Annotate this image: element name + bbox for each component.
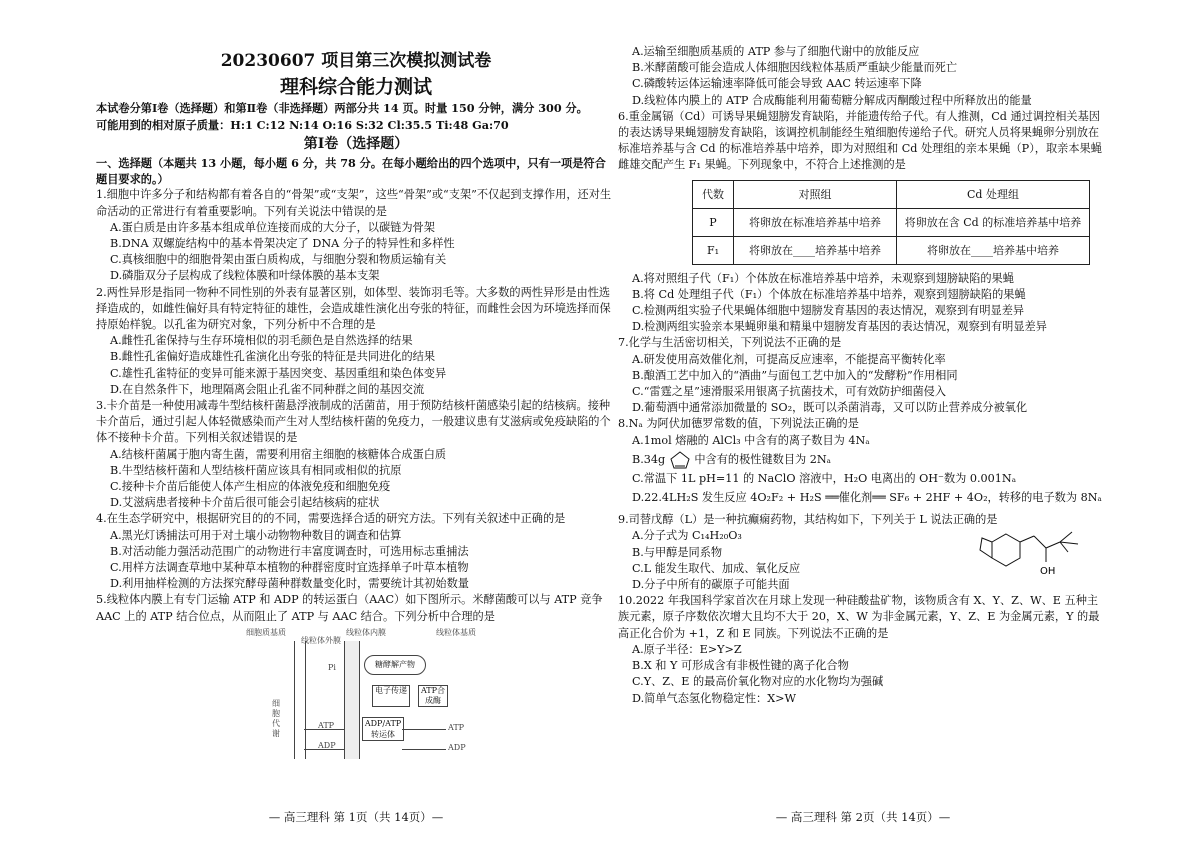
adp-arrow	[402, 749, 446, 750]
atp-arrow	[304, 729, 344, 730]
diagram-label: ATP	[318, 720, 335, 730]
option-b-suffix: 中含有的极性键数目为 2Nₐ	[694, 452, 831, 466]
diagram-label: 线粒体外膜	[301, 635, 341, 645]
table-cell: 将卵放在____培养基中培养	[734, 236, 897, 264]
question-stem: 2.两性异形是指同一物种不同性别的外表有显著区别，如体型、装饰羽毛等。大多数的两性异形是由性选择造成的，如雌性偏好具有特定特征的雄性，会造成雄性演化出夸张的特征，而雌性会因为环境选择而保持原始样貌。以孔雀为研究对象，下列分析中不合理的是	[96, 285, 611, 332]
option-a: A.分子式为 C₁₄H₂₀O₃	[632, 529, 742, 543]
table-row	[693, 236, 1090, 264]
diagram-label: ADP	[318, 740, 336, 750]
atomic-masses: 可能用到的相对原子质量：H:1 C:12 N:14 O:16 S:32 Cl:35.5 Ti:48 Ga:70	[96, 118, 509, 132]
option-b: B.DNA 双螺旋结构中的基本骨架决定了 DNA 分子的特异性和多样性	[110, 237, 455, 251]
option-d: D.利用抽样检测的方法探究酵母菌种群数量变化时，需要统计其初始数量	[110, 577, 469, 591]
aac-diagram	[96, 627, 616, 763]
option-a: A.运输至细胞质基质的 ATP 参与了细胞代谢中的放能反应	[632, 45, 920, 58]
option-c: C.检测两组实验子代果蝇体细胞中翅膀发育基因的表达情况，观察到有明显差异	[632, 304, 1025, 318]
table-cell: 将卵放在标准培养基中培养	[734, 208, 897, 236]
question-8	[618, 416, 1108, 506]
option-b	[618, 449, 1108, 471]
option-c: C.L 能发生取代、加成、氧化反应	[632, 561, 801, 575]
exam-info: 本试卷分第Ⅰ卷（选择题）和第Ⅱ卷（非选择题）两部分共 14 页。时量 150 分钟，满分 300 分。	[96, 101, 588, 115]
option-d: D.艾滋病患者接种卡介苗后很可能会引起结核病的症状	[110, 496, 380, 510]
question-stem: 8.Nₐ 为阿伏加德罗常数的值，下列说法正确的是	[618, 417, 859, 431]
diagram-label: ATP	[448, 722, 465, 732]
diagram-label: 细胞质基质	[246, 627, 286, 637]
option-a: A.原子半径：E>Y>Z	[632, 642, 742, 656]
question-stem: 7.化学与生活密切相关，下列说法不正确的是	[618, 336, 842, 350]
question-stem: 1.细胞中许多分子和结构都有着各自的“骨架”或“支架”，这些“骨架”或“支架”不仅起到支撑作用，还对生命活动的正常进行有着重要影响。下列有关说法中错误的是	[96, 188, 612, 218]
hydroxyl-label: OH	[1040, 566, 1056, 578]
option-a: A.1mol 熔融的 AlCl₃ 中含有的离子数目为 4Nₐ	[632, 433, 870, 447]
option-d: D.分子中所有的碳原子可能共面	[632, 578, 790, 592]
option-d: D.葡萄酒中通常添加微量的 SO₂，既可以杀菌消毒，又可以防止营养成分被氧化	[632, 401, 1028, 415]
outer-membrane	[294, 641, 306, 759]
option-a: A.将对照组子代（F₁）个体放在标准培养基中培养，未观察到翅膀缺陷的果蝇	[632, 271, 1014, 285]
option-c: C.真核细胞中的细胞骨架由蛋白质构成，与细胞分裂和物质运输有关	[110, 253, 447, 267]
right-page	[618, 0, 1108, 849]
option-b: B.雌性孔雀偏好造成雄性孔雀演化出夸张的特征是共同进化的结果	[110, 350, 436, 364]
option-c: C.磷酸转运体运输速率降低可能会导致 AAC 转运速率下降	[632, 77, 922, 91]
question-stem: 5.线粒体内膜上有专门运输 ATP 和 ADP 的转运蛋白（AAC）如下图所示。米酵菌酸可以与 ATP 竞争 AAC 上的 ATP 结合位点，从而阻止了 ATP 与 AAC 结合。下列分析中合理的是	[96, 593, 603, 623]
exam-title: 20230607 项目第三次模拟测试卷	[220, 51, 492, 71]
stiripentol-structure-icon	[978, 528, 1094, 580]
option-c: C.“雷霆之星”速滑服采用银离子抗菌技术，可有效防护细菌侵入	[632, 385, 947, 399]
question-7	[618, 335, 1108, 416]
page-footer: — 高三理科 第 2页（共 14页）—	[775, 810, 951, 824]
question-4	[96, 511, 616, 592]
question-5-options	[618, 44, 1108, 109]
diagram-label: 线粒体内膜	[346, 627, 386, 637]
diagram-label: ADP	[448, 742, 466, 752]
option-b: B.酿酒工艺中加入的“酒曲”与面包工艺中加入的“发酵粉”作用相同	[632, 368, 958, 382]
table-cell: P	[693, 208, 734, 236]
option-b: B.牛型结核杆菌和人型结核杆菌应该具有相同或相似的抗原	[110, 463, 402, 477]
question-1	[96, 187, 616, 284]
question-stem: 9.司替戊醇（L）是一种抗癫痫药物，其结构如下，下列关于 L 说法正确的是	[618, 513, 998, 527]
section-title: 第Ⅰ卷（选择题）	[303, 136, 409, 152]
inner-membrane	[344, 641, 360, 759]
option-a: A.蛋白质是由许多基本组成单位连接而成的大分子，以碳链为骨架	[110, 220, 435, 234]
question-3	[96, 398, 616, 511]
table-row	[693, 208, 1090, 236]
table-header: 代数	[693, 180, 734, 208]
option-b: B.与甲醇是同系物	[632, 545, 723, 559]
diagram-label: 线粒体基质	[436, 627, 476, 637]
option-d: D.检测两组实验亲本果蝇卵巢和精巢中翅膀发育基因的表达情况，观察到有明显差异	[632, 320, 1047, 334]
table-cell: 将卵放在含 Cd 的标准培养基中培养	[897, 208, 1090, 236]
page-footer: — 高三理科 第 1页（共 14页）—	[268, 810, 444, 824]
diagram-box: 糖酵解产物	[364, 655, 426, 675]
question-10	[618, 593, 1108, 706]
option-b: B.对活动能力强活动范围广的动物进行丰富度调查时，可选用标志重捕法	[110, 544, 469, 558]
table-header-row	[693, 180, 1090, 208]
question-stem: 6.重金属镉（Cd）可诱导果蝇翅膀发育缺陷，并能遗传给子代。有人推测，Cd 通过调控相关基因的表达诱导果蝇翅膀发育缺陷，该调控机制能经生殖细胞传递给子代。研究人员将果蝇卵分别放在标准培养基与含 Cd 的标准培养基中培养，即为对照组和 Cd 处理组的亲本果蝇（P），取亲本果蝇雌雄交配产生 F₁ 果蝇。下列现象中，不符合上述推测的是	[618, 109, 1102, 172]
option-c: C.接种卡介苗后能使人体产生相应的体液免疫和细胞免疫	[110, 480, 391, 494]
diagram-box: 电子传递	[372, 685, 410, 707]
option-d: D.简单气态氢化物稳定性：X>W	[632, 691, 797, 705]
question-stem: 4.在生态学研究中，根据研究目的的不同，需要选择合适的研究方法。下列有关叙述中正确的是	[96, 512, 566, 526]
left-page	[96, 0, 616, 849]
option-b: B.米酵菌酸可能会造成人体细胞因线粒体基质严重缺少能量而死亡	[632, 61, 958, 75]
experiment-table	[692, 180, 1090, 265]
question-2	[96, 285, 616, 398]
adp-arrow	[304, 749, 344, 750]
diagram-box: ATP合成酶	[418, 685, 448, 707]
table-header: Cd 处理组	[897, 180, 1090, 208]
question-stem: 10.2022 年我国科学家首次在月球上发现一种硅酸盐矿物，该物质含有 X、Y、Z、W、E 五种主族元素，原子序数依次增大且均不大于 20，X、W 为非金属元素，Y、Z、E 为金属元素，Y 的最高正化合价为 +1，Z 和 E 同族。下列说法不正确的是	[618, 594, 1100, 640]
option-c: C.Y、Z、E 的最高价氧化物对应的水化物均为强碱	[632, 675, 884, 689]
option-c: C.雄性孔雀特征的变异可能来源于基因突变、基因重组和染色体变异	[110, 366, 447, 380]
exam-subtitle: 理科综合能力测试	[279, 76, 432, 98]
question-6	[618, 109, 1108, 336]
option-b: B.将 Cd 处理组子代（F₁）个体放在标准培养基中培养，观察到翅膀缺陷的果蝇	[632, 287, 1026, 301]
table-cell: F₁	[693, 236, 734, 264]
option-d: D.线粒体内膜上的 ATP 合成酶能利用葡萄糖分解成丙酮酸过程中所释放出的能量	[632, 93, 1032, 107]
option-c: C.常温下 1L pH=11 的 NaClO 溶液中，H₂O 电离出的 OH⁻数为 0.001Nₐ	[632, 471, 1017, 485]
diagram-box: ADP/ATP转运体	[362, 717, 404, 741]
option-a: A.结核杆菌属于胞内寄生菌，需要利用宿主细胞的核糖体合成蛋白质	[110, 447, 447, 461]
option-d: D.磷脂双分子层构成了线粒体膜和叶绿体膜的基本支架	[110, 269, 380, 283]
option-a: A.黑光灯诱捕法可用于对土壤小动物物种数目的调查和估算	[110, 528, 402, 542]
option-d: D.在自然条件下，地理隔离会阻止孔雀不同种群之间的基因交流	[110, 382, 425, 396]
option-d: D.22.4LH₂S 发生反应 4O₂F₂ + H₂S ══催化剂══ SF₆ + 2HF + 4O₂，转移的电子数为 8Nₐ	[632, 491, 1102, 505]
option-b-prefix: B.34g	[632, 452, 666, 466]
question-stem: 3.卡介苗是一种使用减毒牛型结核杆菌悬浮液制成的活菌苗，用于预防结核杆菌感染引起的结核病。接种卡介苗后，通过引起人体轻微感染而产生对人型结核杆菌的免疫力，一般建议患有艾滋病或免疫缺陷的个体不接种卡介苗。下列相关叙述错误的是	[96, 399, 611, 445]
option-a: A.雌性孔雀保持与生存环境相似的羽毛颜色是自然选择的结果	[110, 334, 413, 348]
option-c: C.用样方法调查草地中某种草本植物的种群密度时宜选择单子叶草本植物	[110, 561, 469, 575]
question-5	[96, 592, 616, 624]
table-cell: 将卵放在____培养基中培养	[897, 236, 1090, 264]
question-9	[618, 512, 1108, 593]
option-b: B.X 和 Y 可形成含有非极性键的离子化合物	[632, 659, 849, 673]
atp-arrow	[402, 729, 446, 730]
option-a: A.研发使用高效催化剂，可提高反应速率，不能提高平衡转化率	[632, 352, 946, 366]
diagram-label: 细胞代谢	[272, 698, 280, 738]
diagram-label: Pi	[328, 662, 336, 672]
table-header: 对照组	[734, 180, 897, 208]
instructions: 一、选择题（本题共 13 小题，每小题 6 分，共 78 分。在每小题给出的四个选项中，只有一项是符合题目要求的。）	[96, 156, 606, 187]
furan-ring-icon	[669, 450, 691, 470]
